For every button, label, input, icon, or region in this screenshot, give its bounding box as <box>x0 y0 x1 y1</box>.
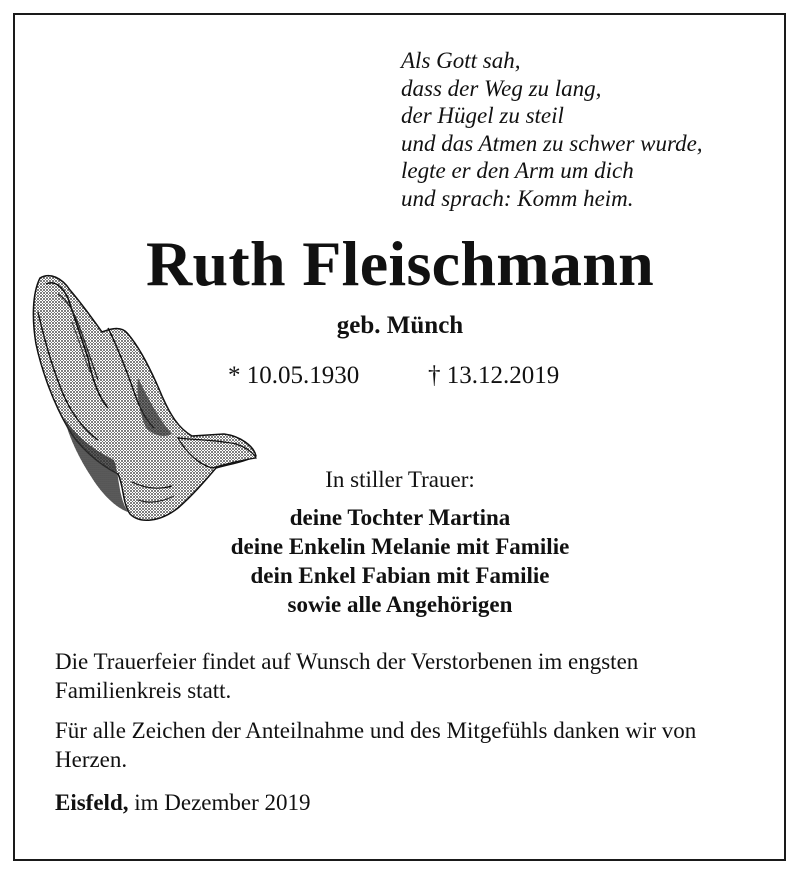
poem-line: und sprach: Komm heim. <box>401 185 634 211</box>
birth-date: * 10.05.1930 <box>228 362 360 389</box>
poem-line: Als Gott sah, <box>401 48 521 73</box>
death-date: † 13.12.2019 <box>428 362 560 389</box>
mourner-line: dein Enkel Fabian mit Familie <box>250 563 550 588</box>
thanks-note: Für alle Zeichen der Anteilnahme und des Mitgefühls danken wir von Herzen. <box>55 718 697 772</box>
mourner-line: deine Tochter Martina <box>289 505 511 530</box>
poem-line: dass der Weg zu lang, <box>401 75 602 101</box>
poem-line: der Hügel zu steil <box>401 103 564 128</box>
funeral-note: Die Trauerfeier findet auf Wunsch der Verstorbenen im engsten Familienkreis statt. <box>55 649 639 703</box>
deceased-name: Ruth Fleischmann <box>146 228 654 299</box>
poem-line: und das Atmen zu schwer wurde, <box>401 130 703 156</box>
poem <box>401 47 703 212</box>
mourner-line: deine Enkelin Melanie mit Familie <box>230 534 570 559</box>
signoff <box>55 788 311 818</box>
mourner-line: sowie alle Angehörigen <box>287 592 513 617</box>
maiden-name: geb. Münch <box>336 312 464 339</box>
mourners-list <box>0 503 800 619</box>
signoff-date: im Dezember 2019 <box>134 790 311 815</box>
poem-line: legte er den Arm um dich <box>401 158 634 183</box>
signoff-place: Eisfeld, <box>55 790 129 815</box>
mourning-intro: In stiller Trauer: <box>325 467 475 492</box>
